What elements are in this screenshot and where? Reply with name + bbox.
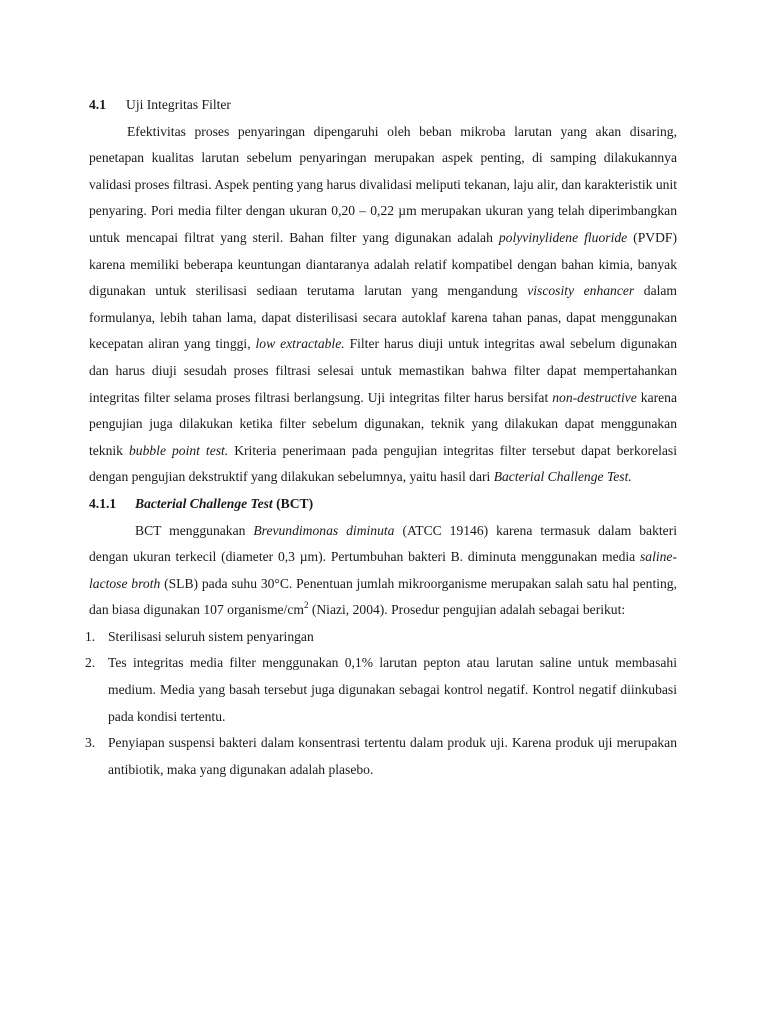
document-page (85, 92, 678, 783)
italic-term: saline-lactose broth (89, 549, 677, 591)
italic-term: Bacterial Challenge Test. (493, 469, 632, 485)
italic-term: viscosity enhancer (527, 283, 635, 299)
text-run: Efektivitas proses penyaringan dipengaruhi oleh beban mikroba larutan yang akan disaring, penetapan kualitas larutan sebelum penyaringan merupakan aspek penting, di samping dilakukannya validasi proses filtrasi. Aspek penting yang harus divalidasi meliputi tekanan, laju alir, dan karakteristik unit penyaring. Pori media filter dengan ukuran 0,20 – 0,22 µm merupakan ukuran yang telah diperimbangkan untuk mencapai filtrat yang steril. Bahan filter yang digunakan adalah (89, 123, 678, 245)
subsection-title (135, 491, 313, 518)
subsection-title-rest: (BCT) (272, 495, 314, 511)
subsection-heading (89, 491, 677, 518)
text-run: Filter harus diuji untuk integritas awal sebelum digunakan dan harus diuji sesudah proses filtrasi selesai untuk memastikan bahwa filter dapat mempertahankan integritas filter selama proses filtrasi berlangsung. Uji integritas filter harus bersifat (89, 336, 677, 405)
text-run: BCT menggunakan (135, 522, 254, 538)
list-marker: 1. (85, 628, 96, 644)
list-item-text: Tes integritas media filter menggunakan 0,1% larutan pepton atau larutan saline untuk membasahi medium. Media yang basah tersebut juga digunakan sebagai kontrol negatif. Kontrol negatif diinkubasi pada kondisi tertentu. (108, 655, 677, 724)
text-run: (ATCC 19146) karena termasuk dalam bakteri dengan ukuran terkecil (diameter 0,3 µm). Pertumbuhan bakteri B. diminuta menggunakan media (89, 522, 677, 565)
section-title: Uji Integritas Filter (126, 97, 231, 112)
text-run: (PVDF) karena memiliki beberapa keuntungan diantaranya adalah relatif kompatibel dengan bahan kimia, banyak digunakan untuk sterilisasi sediaan terutama larutan yang mengandung (89, 229, 677, 299)
list-marker: 2. (85, 655, 96, 671)
list-item (85, 650, 677, 730)
italic-term: Brevundimonas diminuta (253, 522, 395, 538)
procedure-list (85, 624, 677, 784)
superscript: 2 (303, 600, 309, 611)
subsection-title-italic: Bacterial Challenge Test (135, 495, 273, 511)
text-run: (Niazi, 2004). Prosedur pengujian adalah sebagai berikut: (308, 602, 626, 618)
section-paragraph (89, 119, 677, 491)
text-run: dalam formulanya, lebih tahan lama, dapat disterilisasi secara autoklaf karena tahan panas, dapat menggunakan kecepatan aliran yang tinggi, (89, 283, 677, 352)
list-item (85, 624, 677, 651)
text-run: (SLB) pada suhu 30°C. Penentuan jumlah mikroorganisme merupakan salah satu hal penting, dan biasa digunakan 107 organisme/cm (89, 575, 677, 618)
text-run: Kriteria penerimaan pada pengujian integritas filter tersebut dapat berkorelasi dengan pengujian dekstruktif yang dilakukan sebelumnya, yaitu hasil dari (89, 442, 677, 485)
italic-term: low extractable. (255, 336, 345, 352)
list-item-text: Sterilisasi seluruh sistem penyaringan (108, 628, 314, 644)
subsection-paragraph (89, 518, 677, 624)
italic-term: bubble point test. (128, 442, 229, 458)
italic-term: non-destructive (552, 389, 637, 405)
italic-term: polyvinylidene fluoride (498, 229, 628, 245)
list-item-text: Penyiapan suspensi bakteri dalam konsentrasi tertentu dalam produk uji. Karena produk uji merupakan antibiotik, maka yang digunakan adalah plasebo. (108, 735, 677, 777)
section-number: 4.1 (89, 97, 106, 112)
section-heading (89, 92, 677, 119)
list-marker: 3. (85, 735, 96, 751)
subsection-number: 4.1.1 (89, 495, 117, 511)
list-item (85, 730, 677, 783)
text-run: karena pengujian juga dilakukan ketika filter sebelum digunakan, teknik yang dilakukan dapat menggunakan teknik (89, 389, 678, 458)
